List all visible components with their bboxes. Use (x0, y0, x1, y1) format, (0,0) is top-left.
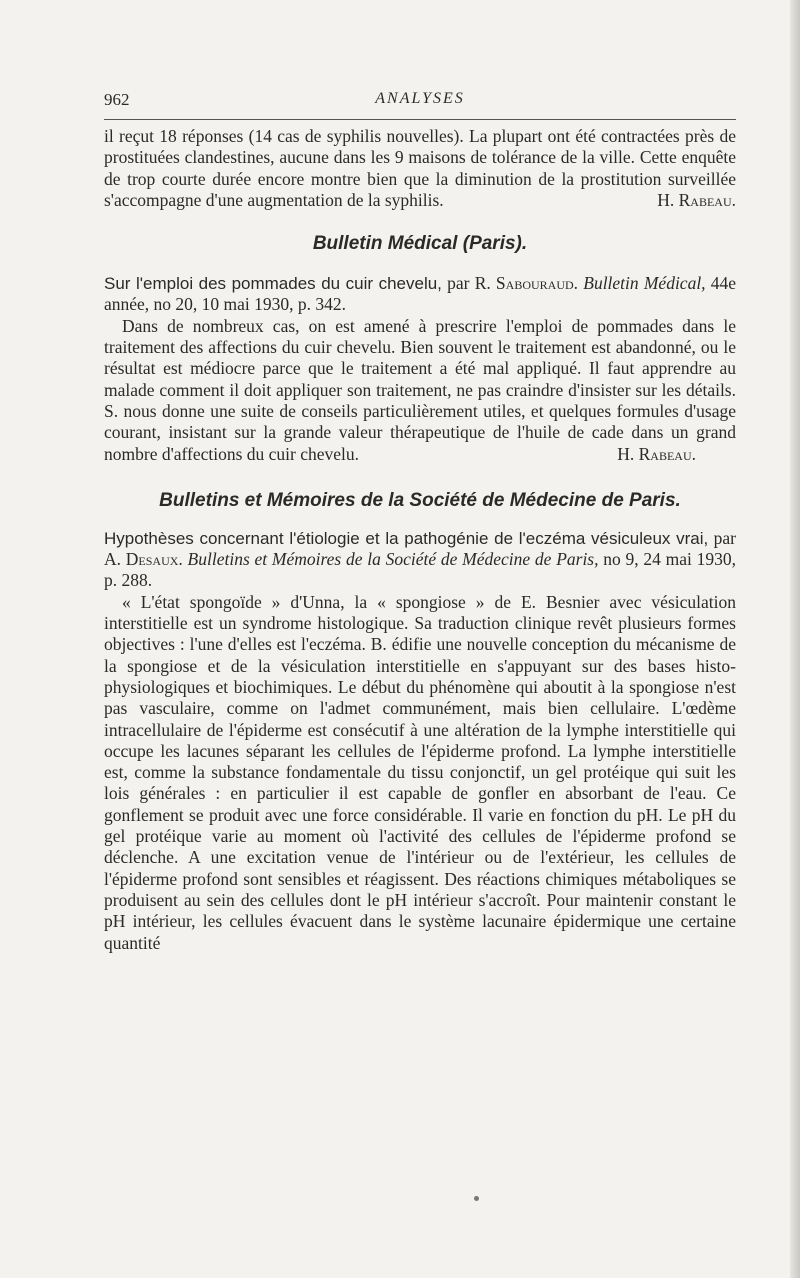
article-journal: Bulletins et Mémoires de la Société de Médecine de Paris, (187, 549, 599, 570)
running-title: ANALYSES (375, 90, 465, 107)
intro-signature: H. Rabeau. (657, 189, 736, 210)
article-reference-pommades (104, 273, 736, 316)
article-ref: 44e année, no 20, 10 mai 1930, p. 342. (104, 273, 737, 315)
article-ref: no 9, 24 mai 1930, p. 288. (104, 549, 737, 591)
article-journal: Bulletin Médical, (583, 273, 706, 294)
article-body-eczema: « L'état spongoïde » d'Unna, la « spongiose » de E. Besnier avec vésiculation interstitielle est un syndrome histologique. Sa traduction clinique revêt plusieurs formes objectives : l'une d'elles est l'eczéma. B. édifie une nouvelle conception du mécanisme de la spongiose et de la vésiculation interstitielle en s'appuyant sur des bases histo-physiologiques et biochimiques. Le début du phénomène qui aboutit à la spongiose n'est pas vasculaire, comme on l'admet communément, mais bien cellulaire. L'œdème intracellulaire de l'épiderme est consécutif à une altération de la lymphe interstitielle qui occupe les lacunes séparant les cellules de l'épiderme profond. La lymphe interstitielle est, comme la substance fondamentale du tissu conjonctif, un gel protéique qui suit les lois générales : en particulier il est capable de gonfler en absorbant de l'eau. Ce gonflement se produit avec une force considérable. Il varie en fonction du pH. Le pH du gel protéique varie au moment où l'activité des cellules de l'épiderme profond se déclenche. A une excitation venue de l'intérieur ou de l'extérieur, les cellules de l'épiderme profond sont sensibles et réagissent. Des réactions chimiques métaboliques se produisent au sein des cellules dont le pH intérieur s'accroît. Pour maintenir constant le pH intérieur, les cellules évacuent dans le système lacunaire épidermique une certaine quantité (104, 591, 736, 953)
page-edge-shadow (790, 0, 800, 1278)
printer-dot (474, 1196, 479, 1201)
article-by: par (713, 527, 737, 548)
article-title: Hypothèses concernant l'étiologie et la pathogénie de l'eczéma vésiculeux vrai, (104, 528, 709, 548)
article-body-text: Dans de nombreux cas, on est amené à prescrire l'emploi de pommades dans le traitement des affections du cuir chevelu. Bien souvent le traitement est abandonné, ou le résultat est médiocre parce que le traitement a été mal appliqué. Il faut apprendre au malade comment il doit appliquer son traitement, ne pas craindre d'insister sur les détails. S. nous donne une suite de conseils particulièrement utiles, et quelques formules d'usage courant, insistant sur la grande valeur thérapeutique de l'huile de cade dans un grand nombre d'affections du cuir chevelu. (104, 315, 736, 464)
article-body-pommades (104, 316, 736, 465)
intro-paragraph (104, 126, 736, 211)
page-content (104, 126, 736, 954)
header-rule (104, 119, 736, 120)
article-reference-eczema (104, 528, 736, 592)
article-signature: H. Rabeau. (617, 443, 696, 464)
page-number: 962 (104, 90, 130, 109)
intro-text: il reçut 18 réponses (14 cas de syphilis nouvelles). La plupart ont été contractées près de prostituées clandestines, aucune dans les 9 maisons de tolérance de la ville. Cette enquête de trop courte durée encore montre bien que la diminution de la prostitution surveillée s'accompagne d'une augmentation de la syphilis. (104, 126, 736, 210)
page-header (104, 90, 736, 116)
article-author: R. Sabouraud. (474, 273, 579, 294)
article-title: Sur l'emploi des pommades du cuir chevelu, (104, 274, 442, 294)
section-title-bulletin-medical: Bulletin Médical (Paris). (312, 233, 528, 255)
section-title-societe-medecine: Bulletins et Mémoires de la Société de Médecine de Paris. (159, 489, 681, 511)
article-author: A. Desaux. (104, 549, 183, 570)
article-by: par (447, 273, 470, 294)
